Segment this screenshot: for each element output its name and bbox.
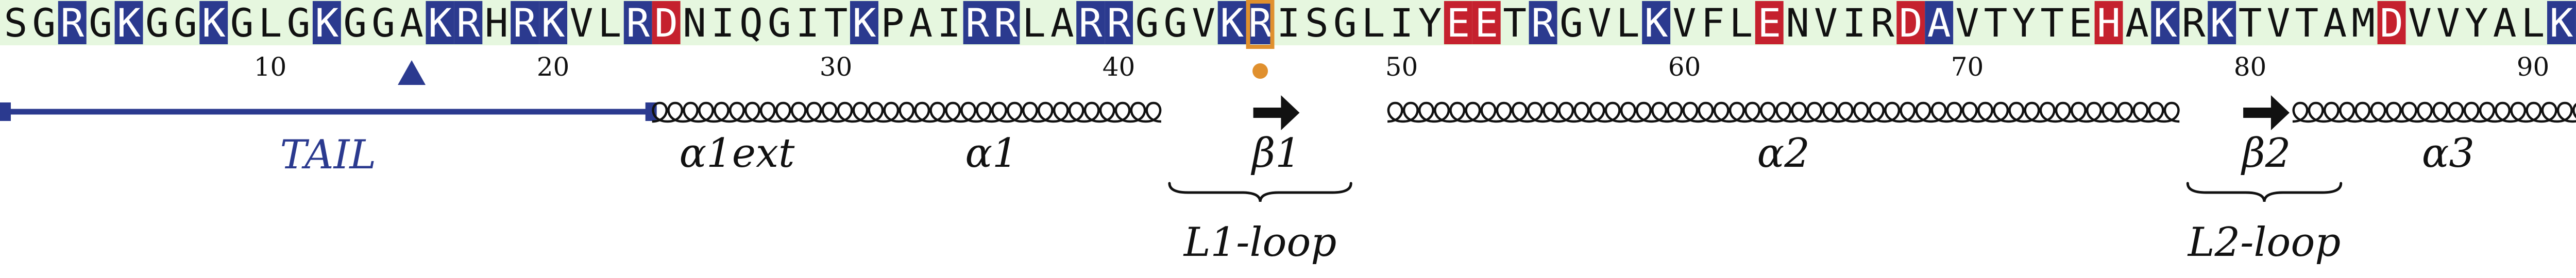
residue-letter: T [2238, 0, 2262, 46]
residue-letter: G [767, 0, 791, 46]
strand-arrow [2243, 95, 2290, 130]
residue-letter: R [626, 0, 650, 46]
residue-letter: H [484, 0, 509, 46]
strand-arrow [1253, 95, 1300, 130]
residue-letter: V [1587, 0, 1612, 46]
residue-letter: A [1050, 0, 1074, 46]
residue-letter: V [569, 0, 594, 46]
residue-letter: S [1304, 0, 1329, 46]
residue-letter: R [1870, 0, 1894, 46]
sequence-strip [0, 0, 2576, 79]
residue-letter: A [400, 0, 423, 46]
residue-letter: G [1163, 0, 1188, 46]
ruler-tick-label: 80 [2233, 52, 2267, 82]
triangle-marker-icon [398, 60, 426, 85]
residue-letter: E [1475, 0, 1499, 46]
residue-letter: L [1729, 0, 1753, 46]
residue-letter: K [428, 0, 452, 46]
ruler-tick-label: 20 [536, 52, 570, 82]
residue-letter: A [1927, 0, 1951, 46]
helix-label: α3 [2421, 130, 2475, 177]
residue-letter: K [1220, 0, 1244, 46]
residue-letter: K [2549, 0, 2573, 46]
residue-letter: R [513, 0, 537, 46]
residue-letter: D [1899, 0, 1923, 46]
ruler-tick-label: 30 [819, 52, 853, 82]
helix-label: α1ext [679, 130, 795, 177]
residue-letter: K [315, 0, 339, 46]
residue-letter: L [1022, 0, 1046, 46]
tail-region [0, 102, 657, 178]
residue-letter: E [1446, 0, 1470, 46]
residue-letter: E [1757, 0, 1782, 46]
helix-label: α2 [1757, 130, 1810, 177]
residue-letter: A [2323, 0, 2347, 46]
residue-letter: G [1560, 0, 1583, 46]
loop-label: L1-loop [1183, 219, 1337, 266]
residue-letter: D [2380, 0, 2403, 46]
highlighted-residue-dot [1252, 63, 1268, 79]
residue-letter: Q [739, 0, 763, 46]
residue-letter: A [2125, 0, 2149, 46]
residue-letter: G [1333, 0, 1357, 46]
residue-letter: R [1107, 0, 1131, 46]
residue-letter: Y [2464, 0, 2488, 46]
helix-coil-glyph [652, 103, 822, 121]
residue-letter: G [1135, 0, 1159, 46]
helix-coil-glyph [1387, 103, 2179, 121]
residue-letter: G [173, 0, 197, 46]
residue-letter: P [880, 0, 905, 46]
loop-label: L2-loop [2188, 219, 2341, 266]
residue-letter: T [1984, 0, 2008, 46]
residue-letter: A [909, 0, 933, 46]
residue-letter: V [1955, 0, 1979, 46]
residue-letter: D [654, 0, 679, 46]
residue-letter: E [2069, 0, 2093, 46]
helix-label: α1 [965, 130, 1018, 177]
residue-letter: G [286, 0, 311, 46]
residue-letter: I [795, 0, 820, 46]
residue-letter: F [1701, 0, 1725, 46]
residue-letter: R [1078, 0, 1103, 46]
residue-letter: R [456, 0, 480, 46]
residue-letter: G [230, 0, 254, 46]
ruler-tick-label: 60 [1668, 52, 1701, 82]
ruler-tick-label: 50 [1385, 52, 1418, 82]
residue-letter: I [1277, 0, 1300, 46]
residue-letter: I [711, 0, 735, 46]
ruler-tick-label: 70 [1951, 52, 1984, 82]
residue-letter: N [1786, 0, 1810, 46]
residue-letter: G [89, 0, 113, 46]
residue-ruler [254, 52, 2576, 85]
loop-brace [1170, 183, 1351, 202]
ruler-tick-label: 90 [2516, 52, 2550, 82]
residue-letter: I [937, 0, 961, 46]
residue-letter: G [145, 0, 169, 46]
strand-label: β2 [2242, 130, 2291, 177]
residue-letter: Y [2012, 0, 2036, 46]
loop-brace [2188, 183, 2341, 202]
residue-letter: R [1248, 0, 1272, 46]
residue-letter: A [2493, 0, 2517, 46]
residue-letter: M [2351, 0, 2376, 46]
residue-letter: N [683, 0, 706, 46]
residue-letter: K [201, 0, 226, 46]
residue-letter: V [2436, 0, 2460, 46]
residue-letter: L [598, 0, 622, 46]
residue-letter: V [1814, 0, 1838, 46]
residue-letter: K [2210, 0, 2234, 46]
loop-annotations [1170, 183, 2341, 266]
residue-letter: L [1616, 0, 1640, 46]
residue-letter: L [1361, 0, 1385, 46]
residue-letter: K [2153, 0, 2177, 46]
residue-letter: S [4, 0, 28, 46]
residue-letter: R [60, 0, 84, 46]
residue-letter: R [2181, 0, 2206, 46]
residue-letter: V [1672, 0, 1697, 46]
helix-coil-glyph [2293, 103, 2576, 121]
ruler-tick-label: 40 [1102, 52, 1136, 82]
residue-letter: K [117, 0, 141, 46]
residue-letter: T [1503, 0, 1527, 46]
tail-start-cap [0, 102, 11, 121]
residue-letter: I [1389, 0, 1414, 46]
residue-letter: K [541, 0, 565, 46]
residue-letter: R [965, 0, 989, 46]
residue-letter: V [1192, 0, 1216, 46]
ruler-tick-label: 10 [253, 52, 287, 82]
residue-letter: G [371, 0, 396, 46]
strand-label: β1 [1252, 130, 1301, 177]
residue-letter: T [2040, 0, 2064, 46]
residue-letter: K [1644, 0, 1668, 46]
residue-letter: L [258, 0, 282, 46]
residue-letter: Y [1418, 0, 1442, 46]
residue-letter: R [994, 0, 1018, 46]
residue-letter: K [852, 0, 876, 46]
residue-letter: G [32, 0, 56, 46]
tail-label: TAIL [280, 132, 377, 178]
residue-letter: L [2521, 0, 2545, 46]
residue-letter: V [2408, 0, 2432, 46]
residue-letter: G [343, 0, 367, 46]
residue-letter: T [824, 0, 848, 46]
residue-letter: I [1842, 0, 1866, 46]
helix-coil-glyph [822, 103, 1161, 121]
residue-letter: T [2295, 0, 2319, 46]
residue-letter: V [2266, 0, 2291, 46]
residue-letter: H [2097, 0, 2121, 46]
residue-letter: R [1531, 0, 1555, 46]
